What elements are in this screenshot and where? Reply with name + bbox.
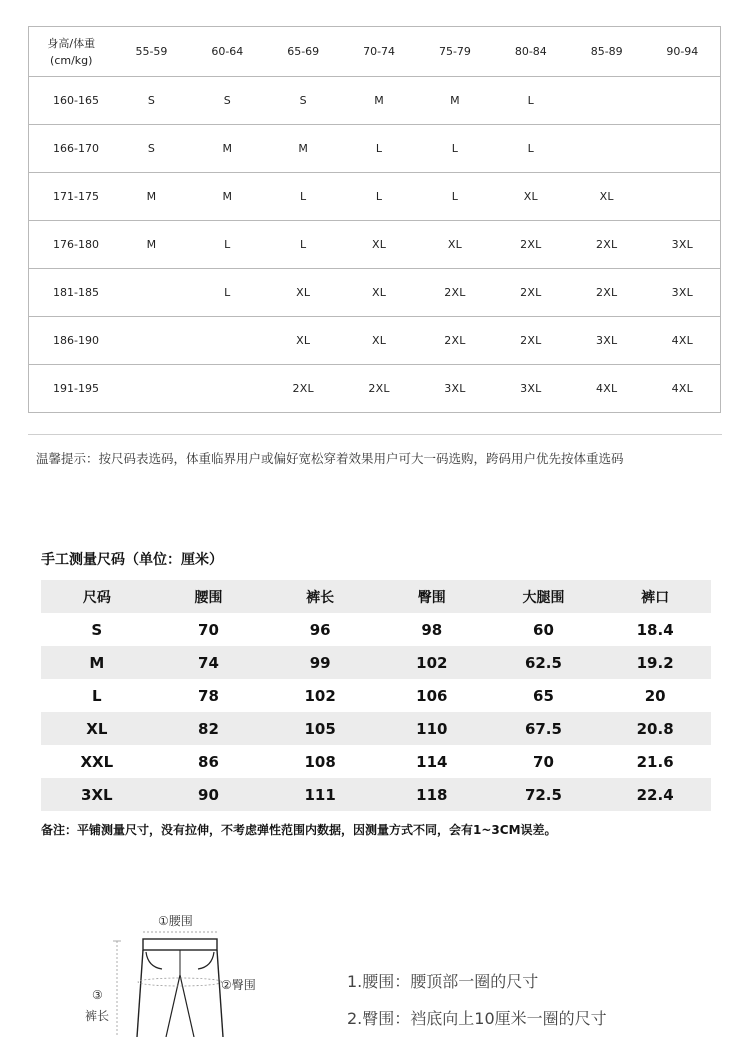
- size-cell: [569, 77, 645, 125]
- weight-header: 55-59: [114, 27, 190, 77]
- cell-hip: 110: [376, 712, 488, 745]
- header-hip: 臀围: [376, 580, 488, 613]
- size-cell: L: [493, 77, 569, 125]
- waist-label: ①腰围: [158, 914, 193, 928]
- hip-label: ②臀围: [221, 978, 256, 992]
- cell-leg-opening: 20: [644, 686, 666, 705]
- cell-waist: 90: [153, 778, 265, 811]
- size-tip-text: 温馨提示：按尺码表选码，体重临界用户或偏好宽松穿着效果用户可大一码选购，跨码用户优先按体重选码: [36, 451, 624, 466]
- measurement-table-body: [41, 613, 711, 811]
- size-cell: 2XL: [493, 221, 569, 269]
- weight-header: 75-79: [417, 27, 493, 77]
- header-leg-opening: 裤口: [599, 580, 711, 613]
- cell-size: S: [91, 620, 103, 639]
- height-cell: 186-190: [29, 317, 114, 365]
- size-cell: L: [341, 173, 417, 221]
- size-cell: 4XL: [645, 317, 721, 365]
- size-row: [29, 317, 721, 365]
- cell-thigh: 62.5: [488, 646, 600, 679]
- cell-waist: 74: [153, 646, 265, 679]
- cell-hip: 98: [421, 620, 443, 639]
- size-cell: M: [417, 77, 493, 125]
- cell-size: L: [92, 686, 102, 705]
- size-cell: L: [189, 269, 265, 317]
- weight-header: 60-64: [189, 27, 265, 77]
- cell-leg-opening: 18.4: [636, 620, 674, 639]
- size-cell: XL: [417, 221, 493, 269]
- cell-thigh: 65: [533, 686, 554, 705]
- header-size: 尺码: [41, 580, 153, 613]
- corner-header: [29, 27, 114, 77]
- size-cell: 2XL: [417, 317, 493, 365]
- cell-waist: 70: [198, 620, 219, 639]
- height-cell: 166-170: [29, 125, 114, 173]
- size-cell: [114, 317, 190, 365]
- size-cell: [114, 365, 190, 413]
- size-cell: 2XL: [417, 269, 493, 317]
- cell-size: XXL: [80, 752, 114, 771]
- size-cell: 3XL: [569, 317, 645, 365]
- size-cell: 2XL: [265, 365, 341, 413]
- cell-thigh: 70: [533, 752, 554, 771]
- size-cell: 4XL: [569, 365, 645, 413]
- weight-header: 85-89: [569, 27, 645, 77]
- measurement-note: 备注：平铺测量尺寸，没有拉伸，不考虑弹性范围内数据，因测量方式不同，会有1~3CM误差。: [41, 823, 557, 837]
- cell-size: M: [41, 646, 153, 679]
- size-cell: [189, 317, 265, 365]
- size-cell: 2XL: [493, 269, 569, 317]
- corner-label-height-weight: 身高/体重: [47, 36, 96, 50]
- size-cell: 2XL: [569, 269, 645, 317]
- size-cell: L: [341, 125, 417, 173]
- size-cell: 2XL: [341, 365, 417, 413]
- cell-thigh: 67.5: [488, 712, 600, 745]
- cell-size: 3XL: [41, 778, 153, 811]
- size-cell: M: [114, 173, 190, 221]
- size-cell: 3XL: [645, 221, 721, 269]
- cell-waist: 82: [153, 712, 265, 745]
- height-cell: 181-185: [29, 269, 114, 317]
- size-cell: 3XL: [645, 269, 721, 317]
- size-cell: XL: [341, 317, 417, 365]
- header-row: [29, 27, 721, 77]
- size-cell: XL: [341, 269, 417, 317]
- size-cell: [645, 77, 721, 125]
- size-cell: L: [417, 173, 493, 221]
- size-cell: L: [189, 221, 265, 269]
- pants-diagram: [80, 905, 280, 1037]
- size-cell: 3XL: [493, 365, 569, 413]
- weight-header: 80-84: [493, 27, 569, 77]
- cell-length: 96: [309, 620, 331, 639]
- weight-header: 70-74: [341, 27, 417, 77]
- size-cell: XL: [265, 317, 341, 365]
- height-cell: 176-180: [29, 221, 114, 269]
- cell-length: 111: [264, 778, 376, 811]
- height-cell: 191-195: [29, 365, 114, 413]
- size-cell: M: [341, 77, 417, 125]
- size-cell: S: [114, 77, 190, 125]
- size-cell: M: [114, 221, 190, 269]
- cell-hip: 106: [416, 686, 448, 705]
- cell-length: 102: [304, 686, 336, 705]
- measurement-table: [41, 580, 711, 811]
- size-cell: M: [189, 125, 265, 173]
- size-cell: S: [265, 77, 341, 125]
- size-recommendation-table: [28, 26, 721, 413]
- measurement-table-title: 手工测量尺码（单位：厘米）: [41, 552, 223, 568]
- weight-header: 90-94: [645, 27, 721, 77]
- size-cell: L: [265, 173, 341, 221]
- waist-description: 1.腰围：腰顶部一圈的尺寸: [347, 972, 539, 991]
- size-cell: [114, 269, 190, 317]
- measurement-row: [41, 745, 711, 778]
- size-row: [29, 125, 721, 173]
- pants-outline-icon: [80, 905, 280, 1037]
- size-cell: M: [265, 125, 341, 173]
- size-cell: 3XL: [417, 365, 493, 413]
- size-cell: XL: [341, 221, 417, 269]
- length-label-number: ③: [92, 988, 103, 1002]
- cell-hip: 118: [376, 778, 488, 811]
- size-cell: [645, 125, 721, 173]
- size-table-body: [29, 77, 721, 413]
- measurement-row: [41, 712, 711, 745]
- cell-length: 108: [304, 752, 336, 771]
- cell-waist: 78: [198, 686, 219, 705]
- measurement-header-row: [41, 580, 711, 613]
- cell-length: 105: [264, 712, 376, 745]
- size-row: [29, 269, 721, 317]
- measurement-row: [41, 679, 711, 712]
- size-cell: L: [265, 221, 341, 269]
- cell-hip: 102: [376, 646, 488, 679]
- size-cell: [189, 365, 265, 413]
- size-cell: L: [417, 125, 493, 173]
- measurement-row: [41, 778, 711, 811]
- size-cell: XL: [493, 173, 569, 221]
- header-waist: 腰围: [153, 580, 265, 613]
- height-cell: 171-175: [29, 173, 114, 221]
- size-cell: XL: [569, 173, 645, 221]
- section-divider: [28, 434, 722, 435]
- size-cell: M: [189, 173, 265, 221]
- weight-header: 65-69: [265, 27, 341, 77]
- cell-waist: 86: [198, 752, 219, 771]
- cell-leg-opening: 20.8: [599, 712, 711, 745]
- length-label: 裤长: [85, 1009, 110, 1023]
- header-length: 裤长: [264, 580, 376, 613]
- size-cell: [645, 173, 721, 221]
- size-cell: XL: [265, 269, 341, 317]
- size-cell: L: [493, 125, 569, 173]
- size-row: [29, 77, 721, 125]
- cell-size: XL: [41, 712, 153, 745]
- size-cell: S: [114, 125, 190, 173]
- cell-length: 99: [264, 646, 376, 679]
- size-cell: [569, 125, 645, 173]
- measurement-row: [41, 646, 711, 679]
- measurement-row: [41, 613, 711, 646]
- corner-label-unit: (cm/kg): [50, 53, 93, 67]
- height-cell: 160-165: [29, 77, 114, 125]
- cell-leg-opening: 21.6: [636, 752, 674, 771]
- size-row: [29, 221, 721, 269]
- size-cell: S: [189, 77, 265, 125]
- size-cell: 2XL: [493, 317, 569, 365]
- cell-leg-opening: 22.4: [599, 778, 711, 811]
- size-cell: 2XL: [569, 221, 645, 269]
- size-row: [29, 365, 721, 413]
- cell-thigh: 72.5: [488, 778, 600, 811]
- cell-hip: 114: [416, 752, 448, 771]
- size-row: [29, 173, 721, 221]
- cell-leg-opening: 19.2: [599, 646, 711, 679]
- header-thigh: 大腿围: [488, 580, 600, 613]
- cell-thigh: 60: [533, 620, 554, 639]
- hip-description: 2.臀围：裆底向上10厘米一圈的尺寸: [347, 1009, 607, 1028]
- size-cell: 4XL: [645, 365, 721, 413]
